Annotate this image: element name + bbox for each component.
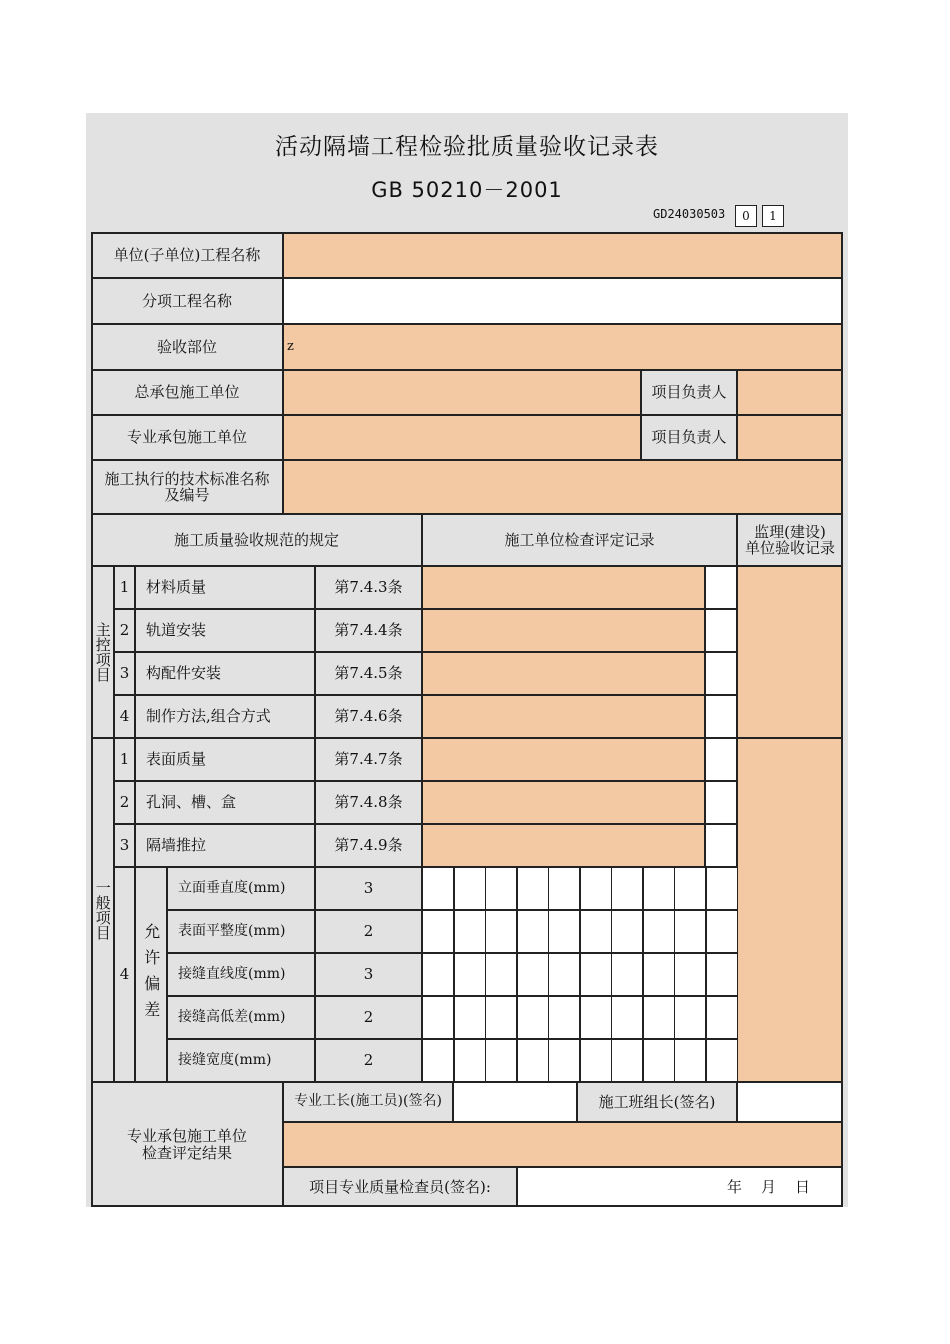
measurement-cell[interactable]	[580, 953, 612, 996]
tolerance-item-name: 接缝高低差(mm)	[167, 996, 315, 1039]
foreman-signature-field[interactable]	[453, 1082, 577, 1122]
measurement-cell[interactable]	[485, 953, 517, 996]
main-item-record-field[interactable]	[422, 695, 705, 738]
measurement-cell[interactable]	[706, 910, 738, 953]
sub-project-label: 分项工程名称	[91, 278, 283, 324]
measurement-cell[interactable]	[706, 867, 738, 910]
main-item-number: 1	[114, 566, 135, 609]
tolerance-item-value: 2	[315, 1039, 422, 1082]
measurement-cell[interactable]	[611, 867, 643, 910]
spec-column-header: 施工质量验收规范的规定	[91, 514, 422, 566]
form-code: GD24030503	[653, 207, 726, 221]
measurement-cell[interactable]	[580, 910, 612, 953]
measurement-cell[interactable]	[485, 910, 517, 953]
general-item-record-field[interactable]	[422, 781, 705, 824]
measurement-cell[interactable]	[548, 867, 580, 910]
measurement-cell[interactable]	[454, 910, 486, 953]
record-column-header: 施工单位检查评定记录	[422, 514, 737, 566]
measurement-cell[interactable]	[674, 867, 706, 910]
supervisor-column-header	[737, 514, 843, 566]
measurement-cell[interactable]	[706, 1039, 738, 1082]
measurement-cell[interactable]	[611, 953, 643, 996]
tolerance-item-value: 3	[315, 953, 422, 996]
general-item-number: 2	[114, 781, 135, 824]
unit-project-label: 单位(子单位)工程名称	[91, 232, 283, 278]
measurement-cell[interactable]	[422, 996, 454, 1039]
measurement-cell[interactable]	[517, 1039, 549, 1082]
standard-field[interactable]	[283, 460, 843, 514]
form-title: 活动隔墙工程检验批质量验收记录表	[275, 134, 659, 160]
project-manager-field-1[interactable]	[737, 370, 843, 415]
main-item-clause: 第7.4.5条	[315, 652, 422, 695]
main-item-record-field[interactable]	[422, 652, 705, 695]
result-label	[91, 1082, 283, 1207]
project-manager-label-2: 项目负责人	[641, 415, 737, 460]
result-label-line1: 专业承包施工单位	[126, 1127, 247, 1145]
measurement-cell[interactable]	[485, 1039, 517, 1082]
measurement-cell[interactable]	[643, 867, 675, 910]
general-item-check-field[interactable]	[705, 738, 737, 781]
measurement-cell[interactable]	[422, 953, 454, 996]
unit-project-field[interactable]	[283, 232, 843, 278]
measurement-cell[interactable]	[517, 910, 549, 953]
inspector-date-field[interactable]: 年 月 日	[517, 1167, 843, 1207]
main-item-clause: 第7.4.6条	[315, 695, 422, 738]
measurement-cell[interactable]	[422, 867, 454, 910]
measurement-cell[interactable]	[454, 996, 486, 1039]
main-item-record-field[interactable]	[422, 609, 705, 652]
measurement-cell[interactable]	[643, 953, 675, 996]
measurement-cell[interactable]	[517, 867, 549, 910]
main-item-record-field[interactable]	[422, 566, 705, 609]
tolerance-label	[135, 867, 167, 1082]
tolerance-label-text: 允许偏差	[141, 922, 161, 1027]
supervisor-header-line2: 单位验收记录	[744, 539, 835, 557]
supervisor-general-field[interactable]	[737, 738, 843, 1082]
part-label: 验收部位	[91, 324, 283, 370]
project-manager-label-1: 项目负责人	[641, 370, 737, 415]
code-box-1[interactable]: 0	[735, 205, 757, 227]
specialty-contractor-label: 专业承包施工单位	[91, 415, 283, 460]
measurement-cell[interactable]	[485, 867, 517, 910]
measurement-cell[interactable]	[643, 1039, 675, 1082]
general-item-name: 孔洞、槽、盒	[135, 781, 315, 824]
measurement-cell[interactable]	[548, 996, 580, 1039]
general-item-name: 表面质量	[135, 738, 315, 781]
measurement-cell[interactable]	[517, 996, 549, 1039]
measurement-cell[interactable]	[454, 867, 486, 910]
tolerance-item-name: 表面平整度(mm)	[167, 910, 315, 953]
measurement-cell[interactable]	[674, 910, 706, 953]
main-item-number: 3	[114, 652, 135, 695]
main-item-name: 构配件安装	[135, 652, 315, 695]
main-item-name: 材料质量	[135, 566, 315, 609]
main-item-check-field[interactable]	[705, 566, 737, 609]
measurement-cell[interactable]	[674, 1039, 706, 1082]
result-label-line2: 检查评定结果	[141, 1143, 232, 1162]
general-item-name: 隔墙推拉	[135, 824, 315, 867]
measurement-cell[interactable]	[611, 996, 643, 1039]
measurement-cell[interactable]	[454, 1039, 486, 1082]
standard-code: GB 50210－2001	[371, 178, 563, 202]
measurement-cell[interactable]	[674, 996, 706, 1039]
main-group-text: 主控项目	[93, 622, 112, 682]
general-item-record-field[interactable]	[422, 738, 705, 781]
tolerance-item-value: 2	[315, 996, 422, 1039]
main-item-clause: 第7.4.3条	[315, 566, 422, 609]
main-item-number: 2	[114, 609, 135, 652]
measurement-cell[interactable]	[548, 910, 580, 953]
main-item-number: 4	[114, 695, 135, 738]
main-item-check-field[interactable]	[705, 652, 737, 695]
measurement-cell[interactable]	[422, 910, 454, 953]
measurement-cell[interactable]	[548, 1039, 580, 1082]
general-item-number: 1	[114, 738, 135, 781]
measurement-cell[interactable]	[422, 1039, 454, 1082]
tolerance-item-value: 2	[315, 910, 422, 953]
general-item-number: 3	[114, 824, 135, 867]
tolerance-item-name: 接缝宽度(mm)	[167, 1039, 315, 1082]
part-field[interactable]: z	[283, 324, 843, 370]
tolerance-number: 4	[114, 867, 135, 1082]
measurement-cell[interactable]	[706, 996, 738, 1039]
tolerance-item-name: 立面垂直度(mm)	[167, 867, 315, 910]
measurement-cell[interactable]	[706, 953, 738, 996]
measurement-cell[interactable]	[517, 953, 549, 996]
specialty-contractor-field[interactable]	[283, 415, 641, 460]
measurement-cell[interactable]	[674, 953, 706, 996]
supervisor-header-line1: 监理(建设)	[754, 522, 826, 541]
measurement-cell[interactable]	[580, 1039, 612, 1082]
measurement-cell[interactable]	[643, 910, 675, 953]
team-leader-signature-field[interactable]	[737, 1082, 843, 1122]
main-items-group-label	[91, 566, 114, 738]
general-item-check-field[interactable]	[705, 781, 737, 824]
measurement-cell[interactable]	[454, 953, 486, 996]
team-leader-label: 施工班组长(签名)	[577, 1082, 737, 1122]
general-group-text: 一般项目	[93, 880, 112, 940]
inspector-label: 项目专业质量检查员(签名):	[283, 1167, 517, 1207]
general-item-clause: 第7.4.8条	[315, 781, 422, 824]
general-item-clause: 第7.4.7条	[315, 738, 422, 781]
measurement-cell[interactable]	[643, 996, 675, 1039]
general-item-clause: 第7.4.9条	[315, 824, 422, 867]
measurement-cell[interactable]	[485, 996, 517, 1039]
measurement-cell[interactable]	[580, 996, 612, 1039]
main-item-check-field[interactable]	[705, 609, 737, 652]
measurement-cell[interactable]	[548, 953, 580, 996]
general-item-check-field[interactable]	[705, 824, 737, 867]
general-contractor-field[interactable]	[283, 370, 641, 415]
general-item-record-field[interactable]	[422, 824, 705, 867]
foreman-label: 专业工长(施工员)(签名)	[283, 1082, 453, 1122]
sub-project-field[interactable]	[283, 278, 843, 324]
main-item-check-field[interactable]	[705, 695, 737, 738]
code-box-2[interactable]: 1	[762, 205, 784, 227]
main-item-clause: 第7.4.4条	[315, 609, 422, 652]
tolerance-item-value: 3	[315, 867, 422, 910]
project-manager-field-2[interactable]	[737, 415, 843, 460]
general-contractor-label: 总承包施工单位	[91, 370, 283, 415]
result-field[interactable]	[283, 1122, 843, 1167]
main-item-name: 轨道安装	[135, 609, 315, 652]
measurement-cell[interactable]	[611, 1039, 643, 1082]
supervisor-main-field[interactable]	[737, 566, 843, 738]
measurement-cell[interactable]	[580, 867, 612, 910]
standard-label: 施工执行的技术标准名称及编号	[91, 460, 283, 514]
main-item-name: 制作方法,组合方式	[135, 695, 315, 738]
measurement-cell[interactable]	[611, 910, 643, 953]
general-items-group-label	[91, 738, 114, 1082]
tolerance-item-name: 接缝直线度(mm)	[167, 953, 315, 996]
